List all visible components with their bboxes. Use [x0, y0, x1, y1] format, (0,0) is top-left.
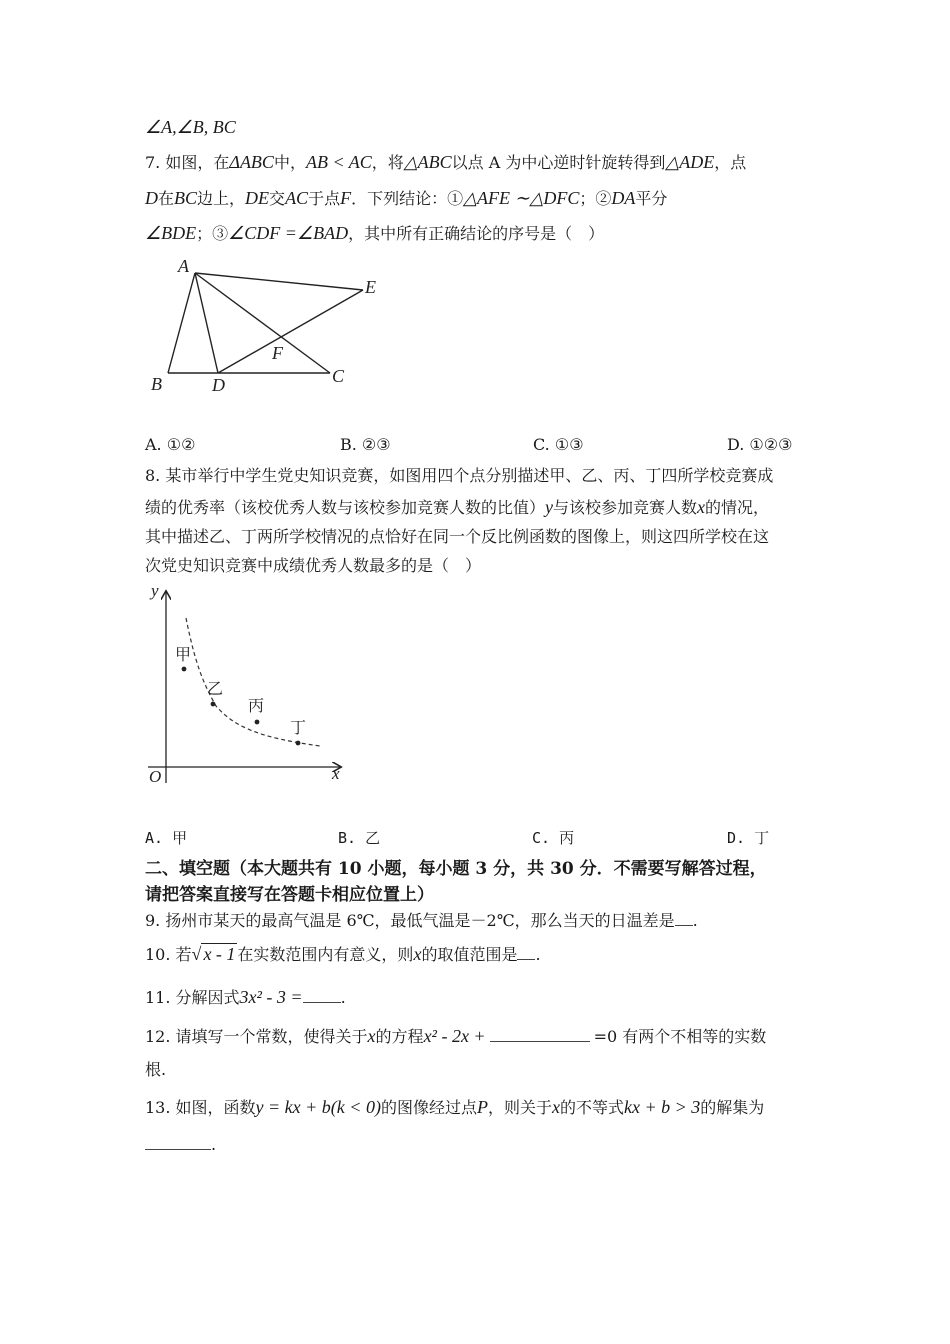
q8-line-3: 其中描述乙、丁两所学校情况的点恰好在同一个反比例函数的图像上，则这四所学校在这	[145, 527, 770, 546]
point-jia	[182, 667, 187, 672]
point-bing	[255, 720, 260, 725]
q13-line-1: 13. 如图，函数y = kx + b(k < 0)的图像经过点P，则关于x的不等式kx + b > 3的解集为	[145, 1097, 765, 1117]
q8-option-a[interactable]: A. 甲	[145, 829, 188, 847]
q8-option-d[interactable]: D. 丁	[727, 829, 770, 847]
q8-option-c[interactable]: C. 丙	[532, 829, 575, 847]
section-2-heading-line-1: 二、填空题（本大题共有 10 小题，每小题 3 分，共 30 分．不需要写解答过程，	[145, 859, 767, 879]
q12-line-1: 12. 请填写一个常数，使得关于x的方程x² - 2x + =0 有两个不相等的实数	[145, 1026, 767, 1046]
q13-answer-blank[interactable]	[145, 1135, 211, 1150]
q7-option-d[interactable]: D. ①②③	[727, 435, 793, 454]
top-line: ∠A,∠B, BC	[145, 117, 236, 137]
q7-option-c[interactable]: C. ①③	[533, 435, 584, 454]
q9-line: 9. 扬州市某天的最高气温是 6℃，最低气温是－2℃，那么当天的日温差是 .	[145, 911, 698, 930]
q8-line-4: 次党史知识竞赛中成绩优秀人数最多的是（ ）	[145, 556, 482, 575]
segment-ab	[168, 273, 195, 373]
q7-option-b[interactable]: B. ②③	[340, 435, 391, 454]
label-ding: 丁	[290, 720, 307, 737]
label-y-axis: y	[151, 581, 159, 600]
sqrt-sign: √	[191, 944, 202, 964]
point-ding	[296, 741, 301, 746]
q10-answer-blank[interactable]	[517, 945, 535, 960]
label-b: B	[151, 374, 162, 394]
q7-line-3: ∠BDE；③∠CDF =∠BAD，其中所有正确结论的序号是（ ）	[145, 223, 605, 243]
label-a: A	[178, 256, 189, 276]
q13-line-2: .	[145, 1134, 216, 1156]
q7-triangle-figure	[140, 250, 390, 400]
segment-ae	[195, 273, 363, 290]
q10-line: 10. 若√ x - 1 在实数范围内有意义，则x的取值范围是 .	[145, 944, 541, 964]
q11-answer-blank[interactable]	[303, 988, 341, 1003]
label-f: F	[272, 343, 283, 363]
segment-de	[218, 290, 363, 373]
label-e: E	[365, 277, 376, 297]
q8-line-2: 绩的优秀率（该校优秀人数与该校参加竞赛人数的比值）y与该校参加竞赛人数x的情况，	[145, 497, 770, 517]
label-c: C	[332, 366, 345, 386]
q12-line-2: 根.	[145, 1060, 167, 1079]
label-d: D	[212, 375, 225, 395]
q8-scatter-figure	[140, 578, 355, 788]
q7-option-a[interactable]: A. ①②	[145, 435, 196, 454]
label-bing: 丙	[248, 698, 265, 715]
q12-answer-blank[interactable]	[490, 1027, 590, 1042]
point-yi	[211, 702, 216, 707]
q9-answer-blank[interactable]	[675, 911, 693, 926]
q7-line-1: 7. 如图，在ΔABC中，AB < AC，将△ABC以点 A 为中心逆时针旋转得到△ADE，点	[145, 152, 747, 172]
q11-line: 11. 分解因式3x² - 3 = .	[145, 987, 346, 1007]
label-yi: 乙	[207, 681, 224, 698]
section-2-heading-line-2: 请把答案直接写在答题卡相应位置上）	[145, 885, 434, 905]
q7-line-2: D在BC边上，DE交AC于点F．下列结论：①△AFE ∼△DFC；②DA平分	[145, 188, 668, 208]
q8-line-1: 8. 某市举行中学生党史知识竞赛，如图用四个点分别描述甲、乙、丙、丁四所学校竞赛成	[145, 466, 774, 485]
q8-option-b[interactable]: B. 乙	[338, 829, 381, 847]
label-jia: 甲	[175, 647, 192, 664]
label-x-axis: x	[332, 764, 340, 783]
label-origin: O	[149, 767, 162, 786]
